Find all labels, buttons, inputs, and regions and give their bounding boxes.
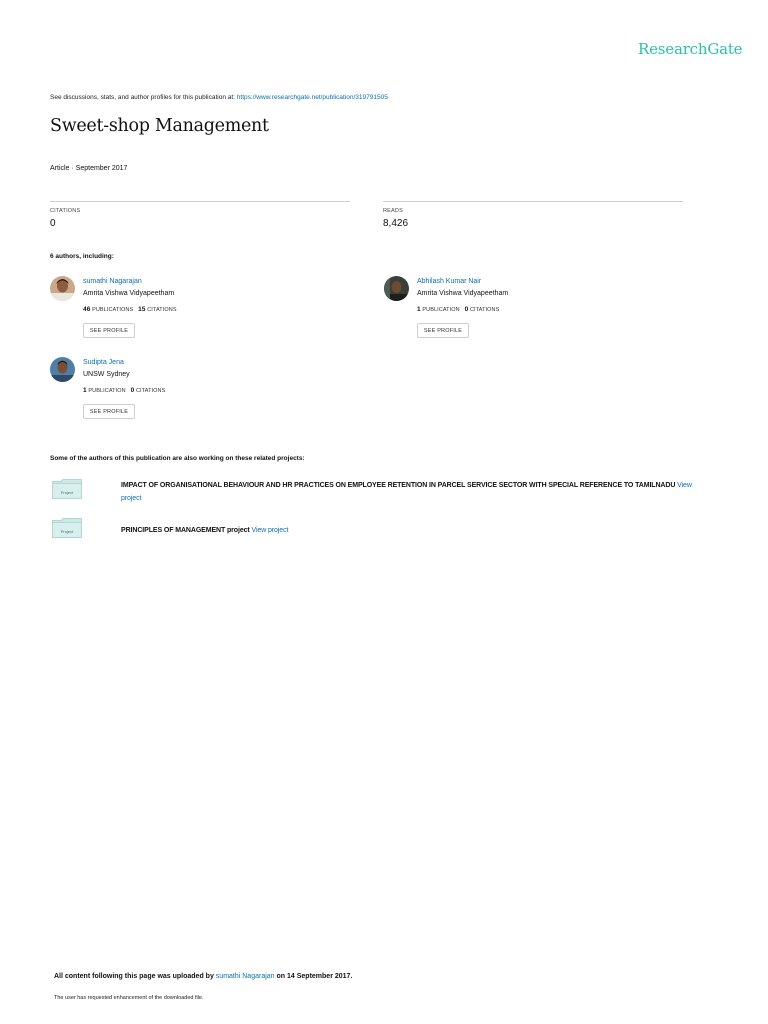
view-project-link[interactable]: View project [121,482,692,502]
author-name-link[interactable]: Abhilash Kumar Nair [417,278,482,285]
uploaded-by-line [54,973,352,980]
project-folder-icon [52,479,82,499]
project-title: IMPACT OF ORGANISATIONAL BEHAVIOUR AND HR PRACTICES ON EMPLOYEE RETENTION IN PARCEL SERVICE SECTOR WITH SPECIAL REFERENCE TO TAMILNADU [121,482,676,489]
publication-title: Sweet-shop Management [50,116,269,136]
author-card [384,276,684,346]
author-institution: Amrita Vishwa Vidyapeetham [417,290,509,297]
avatar[interactable] [384,276,409,301]
author-stats [417,306,499,313]
project-icon-label: Project [60,529,74,534]
publication-url-link[interactable]: https://www.researchgate.net/publication/319791505 [236,94,388,101]
publications-count: 1 [417,306,421,313]
citations-label: CITATIONS [147,307,177,313]
citations-divider [50,201,350,202]
discussions-line [50,94,388,101]
publications-label: PUBLICATION [88,388,126,394]
see-profile-button[interactable]: SEE PROFILE [83,323,135,338]
uploaded-suffix: on 14 September 2017. [274,973,353,980]
discussions-text: See discussions, stats, and author profiles for this publication at: [50,94,237,101]
citations-label: CITATIONS [50,208,81,214]
author-institution: UNSW Sydney [83,371,130,378]
project-folder-icon [52,518,82,538]
citations-value: 0 [50,218,56,229]
reads-label: READS [383,208,403,214]
project-icon-label: Project [60,490,74,495]
project-item [121,479,711,505]
author-name-link[interactable]: sumathi Nagarajan [83,278,142,285]
author-card [50,276,350,346]
reads-divider [383,201,683,202]
citations-count: 0 [130,387,135,394]
project-title: PRINCIPLES OF MANAGEMENT project [121,527,250,534]
authors-heading: 6 authors, including: [50,253,114,260]
citations-label: CITATIONS [469,307,500,313]
author-card [50,357,350,427]
uploader-link[interactable]: sumathi Nagarajan [215,973,275,980]
uploaded-prefix: All content following this page was uploaded by [54,973,216,980]
project-item [121,524,711,537]
publications-count: 1 [83,387,87,394]
author-name-link[interactable]: Sudipta Jena [83,359,124,366]
author-stats [83,306,177,313]
author-stats [83,387,165,394]
see-profile-button[interactable]: SEE PROFILE [417,323,469,338]
related-projects-heading: Some of the authors of this publication are also working on these related projects: [50,455,305,462]
citations-count: 0 [464,306,469,313]
avatar[interactable] [50,357,75,382]
citations-label: CITATIONS [135,388,166,394]
reads-value: 8,426 [383,218,409,229]
avatar[interactable] [50,276,75,301]
researchgate-logo[interactable]: ResearchGate [638,40,743,58]
view-project-link[interactable]: View project [251,527,289,534]
publications-count: 46 [83,306,91,313]
citations-count: 15 [138,306,146,313]
article-type-date: Article · September 2017 [50,165,128,172]
author-institution: Amrita Vishwa Vidyapeetham [83,290,175,297]
enhancement-note: The user has requested enhancement of the downloaded file. [54,995,204,1001]
publications-label: PUBLICATION [422,307,460,313]
see-profile-button[interactable]: SEE PROFILE [83,404,135,419]
publications-label: PUBLICATIONS [92,307,134,313]
